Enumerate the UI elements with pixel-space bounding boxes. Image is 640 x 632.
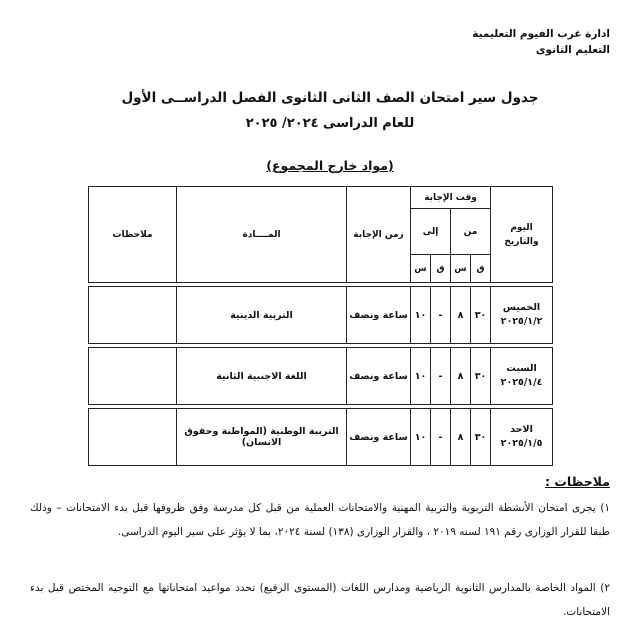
from-minutes: ٣٠ [471,348,491,405]
header-notes: ملاحظات [89,187,177,283]
subject-cell: التربية الوطنية (المواطنة وحقوق الانسان) [177,409,347,466]
day-name: الخميس [502,302,541,313]
day-name: الاحد [510,424,533,435]
table-row [89,287,553,344]
day-date-cell [491,348,553,405]
duration-cell: ساعة ونصف [347,348,411,405]
header-to-minutes: ق [431,255,451,283]
duration-cell: ساعة ونصف [347,287,411,344]
to-hours: ١٠ [411,348,431,405]
from-hours: ٨ [451,409,471,466]
notes-cell [89,348,177,405]
directorate-name: ادارة غرب الفيوم التعليمية [472,28,610,40]
academic-year: للعام الدراسى ٢٠٢٤/ ٢٠٢٥ [245,116,415,131]
day-date-cell [491,287,553,344]
to-minutes: - [431,409,451,466]
exam-schedule-table [88,186,553,466]
day-name: السبت [506,363,537,374]
header-subject: المــــادة [177,187,347,283]
header-from: من [451,209,491,255]
notes-cell [89,287,177,344]
header-duration: زمن الإجابة [347,187,411,283]
department-name: التعليم الثانوى [535,44,610,56]
header-from-minutes: ق [471,255,491,283]
document-subtitle: (مواد خارج المجموع) [266,158,394,173]
to-hours: ١٠ [411,409,431,466]
to-minutes: - [431,287,451,344]
exam-date: ٢٠٢٥/١/٢ [500,316,543,327]
subject-cell: اللغة الاجنبية الثانية [177,348,347,405]
day-date-cell [491,409,553,466]
header-to: إلى [411,209,451,255]
from-hours: ٨ [451,348,471,405]
header-to-hours: س [411,255,431,283]
to-minutes: - [431,348,451,405]
table-row [89,409,553,466]
exam-date: ٢٠٢٥/١/٥ [500,438,543,449]
to-hours: ١٠ [411,287,431,344]
notes-cell [89,409,177,466]
exam-date: ٢٠٢٥/١/٤ [500,377,543,388]
subject-cell: التربية الدينية [177,287,347,344]
from-hours: ٨ [451,287,471,344]
header-from-hours: س [451,255,471,283]
note-item: ٢) المواد الخاصة بالمدارس الثانوية الرياضية ومدارس اللغات (المستوى الرفيع) تحدد مواعيد امتحاناتها مع التوجيه المختص قبل بدء الامتحانات. [30,582,610,618]
notes-heading: ملاحظات : [544,474,610,489]
from-minutes: ٣٠ [471,287,491,344]
from-minutes: ٣٠ [471,409,491,466]
header-day-date: اليوم والتاريخ [491,187,553,283]
header-answer-time: وقت الإجابة [411,187,491,209]
duration-cell: ساعة ونصف [347,409,411,466]
table-row [89,348,553,405]
note-item: ١) يجرى امتحان الأنشطة التربوية والتربية المهنية والامتحانات العملية من قبل كل مدرسة وفق ظروفها قبل بدء الامتحانات – وذلك طبقا للقرار الوزارى رقم ١٩١ لسنه ٢٠١٩ ، والقرار الوزارى (١٣٨) لسنة ٢٠٢٤، بما لا يؤثر على سير اليوم الدراسى. [30,502,610,538]
document-header [472,26,610,58]
document-title: جدول سير امتحان الصف الثانى الثانوى الفصل الدراســى الأول [121,90,539,106]
